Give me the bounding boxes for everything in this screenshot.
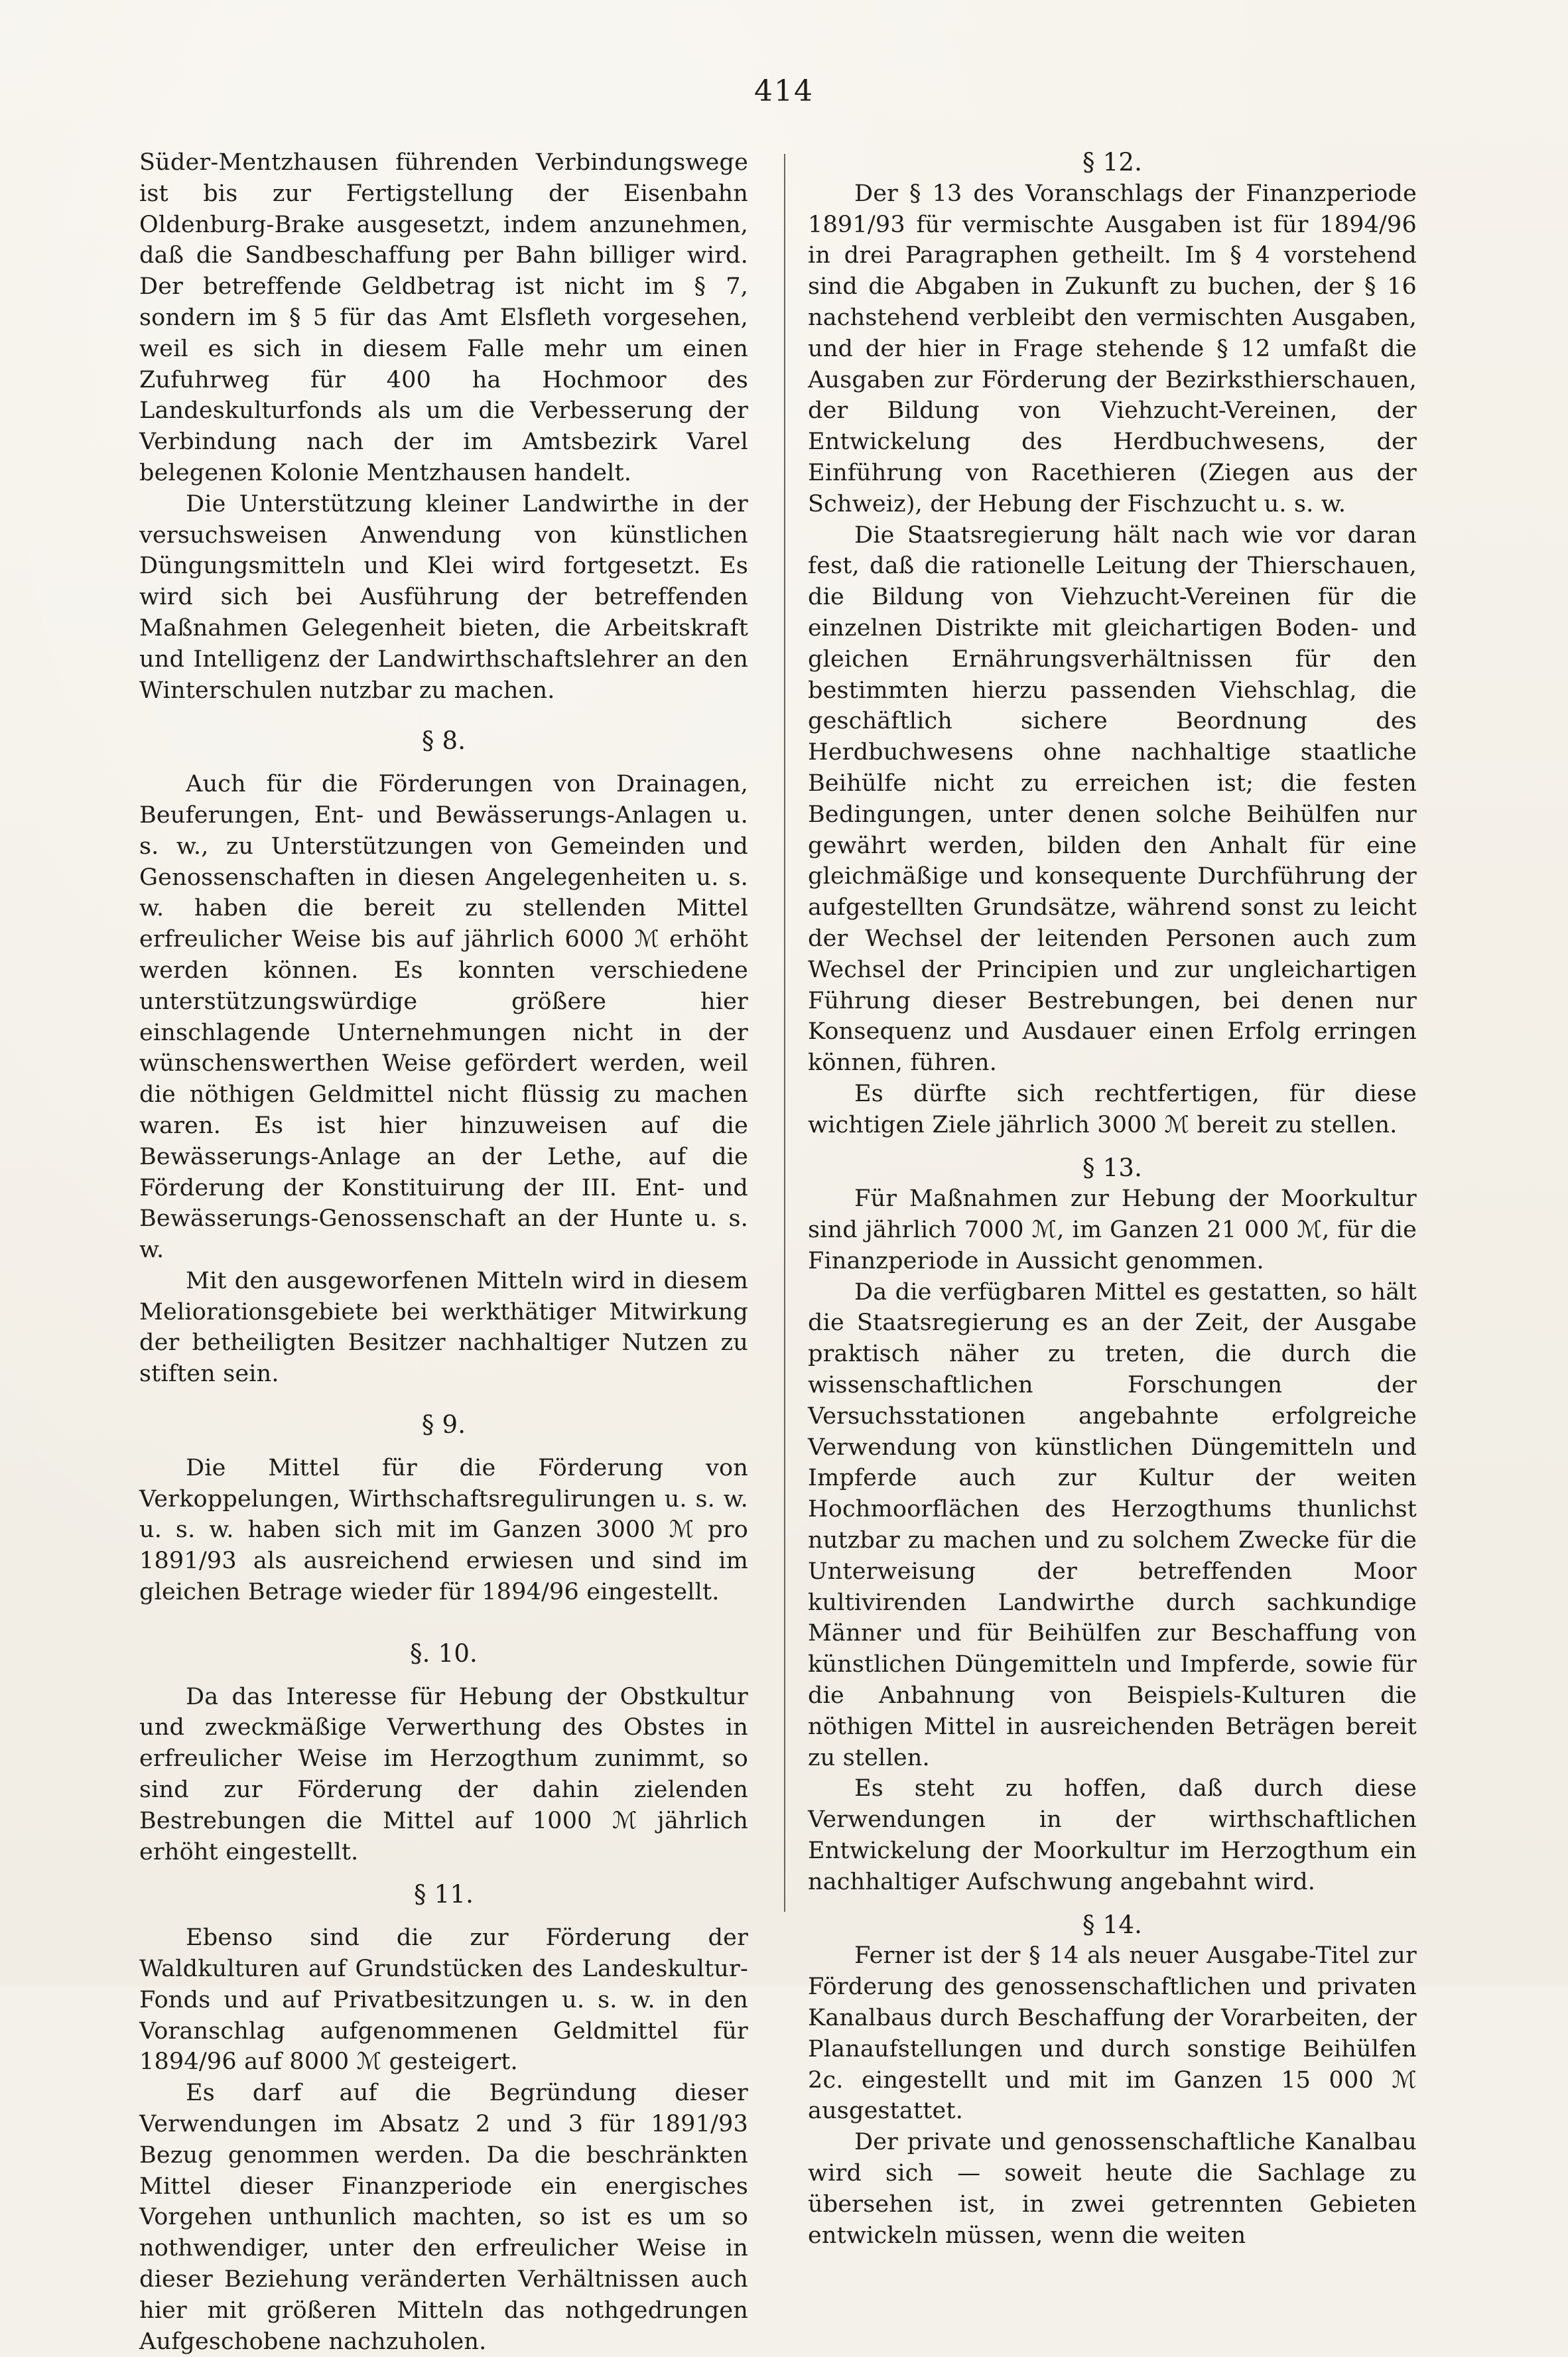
section-heading: § 12. [1082,148,1143,176]
paragraph: Die Staatsregierung hält nach wie vor daran fest, daß die rationelle Leitung der Thierschauen, die Bildung von Viehzucht-Vereinen für die einzelnen Distrikte mit gleichartigen Boden- und gleichen Ernährungsverhältnissen für den bestimmten hierzu passenden Viehschlag, die geschäftlich sichere Beordnung des Herdbuchwesens ohne nachhaltige staatliche Beihülfe nicht zu erreichen ist; die festen Bedingungen, unter denen solche Beihülfen nur gewährt werden, bilden den Anhalt für eine gleichmäßige und konsequente Durchführung der aufgestellten Grundsätze, während sonst zu leicht der Wechsel der leitenden Personen auch zum Wechsel der Principien und zur ungleichartigen Führung dieser Bestrebungen, bei denen nur Konsequenz und Ausdauer einen Erfolg erringen können, führen. [808,521,1417,1077]
section-heading: §. 10. [409,1639,478,1668]
column-divider [784,154,785,1912]
paragraph: Da die verfügbaren Mittel es gestatten, so hält die Staatsregierung es an der Zeit, der Ausgabe praktisch näher zu treten, die durch die wissenschaftlichen Forschungen der Versuchsstationen angebahnte erfolgreiche Verwendung von künstlichen Düngemitteln und Impferde auch zur Kultur der weiten Hochmoorflächen des Herzogthums thunlichst nutzbar zu machen und zu solchem Zwecke für die Unterweisung der betreffenden Moor kultivirenden Landwirthe durch sachkundige Männer und für Beihülfen zur Beschaffung von künstlichen Düngemitteln und Impferde, sowie für die Anbahnung von Beispiels-Kulturen die nöthigen Mittel in ausreichenden Beträgen bereit zu stellen. [808,1278,1417,1771]
section-heading: § 14. [1082,1910,1143,1939]
section-heading: § 9. [421,1410,466,1440]
paragraph: Es darf auf die Begründung dieser Verwendungen im Absatz 2 und 3 für 1891/93 Bezug genommen werden. Da die beschränkten Mittel dieser Finanzperiode ein energisches Vorgehen unthunlich machten, so ist es um so nothwendiger, unter den erfreulicher Weise in dieser Beziehung veränderten Verhältnissen auch hier mit größeren Mitteln das nothgedrungen Aufgeschobene nachzuholen. [139,2080,748,2355]
paragraph: Süder-Mentzhausen führenden Verbindungswege ist bis zur Fertigstellung der Eisenbahn Oldenburg-Brake ausgesetzt, indem anzunehmen, daß die Sandbeschaffung per Bahn billiger wird. Der betreffende Geldbetrag ist nicht im § 7, sondern im § 5 für das Amt Elsfleth vorgesehen, weil es sich in diesem Falle mehr um einen Zufuhrweg für 400 ha Hochmoor des Landeskulturfonds als um die Verbesserung der Verbindung nach der im Amtsbezirk Varel belegenen Kolonie Mentzhausen handelt. [139,149,748,486]
paragraph: Mit den ausgeworfenen Mitteln wird in diesem Meliorationsgebiete bei werkthätiger Mitwirkung der betheiligten Besitzer nachhaltiger Nutzen zu stiften sein. [139,1267,748,1388]
section-heading: § 8. [421,726,466,756]
paragraph: Es dürfte sich rechtfertigen, für diese wichtigen Ziele jährlich 3000 ℳ bereit zu stellen. [808,1080,1417,1138]
paragraph: Die Mittel für die Förderung von Verkoppelungen, Wirthschaftsregulirungen u. s. w. u. s. w. haben sich mit im Ganzen 3000 ℳ pro 1891/93 als ausreichend erwiesen und sind im gleichen Betrage wieder für 1894/96 eingestellt. [139,1454,748,1606]
paragraph: Auch für die Förderungen von Drainagen, Beuferungen, Ent- und Bewässerungs-Anlagen u. s. w., zu Unterstützungen von Gemeinden und Genossenschaften in diesen Angelegenheiten u. s. w. haben die bereit zu stellenden Mittel erfreulicher Weise bis auf jährlich 6000 ℳ erhöht werden können. Es konnten verschiedene unterstützungswürdige größere hier einschlagende Unternehmungen nicht in der wünschenswerthen Weise gefördert werden, weil die nöthigen Geldmittel nicht flüssig zu machen waren. Es ist hier hinzuweisen auf die Bewässerungs-Anlage an der Lethe, auf die Förderung der Konstituirung der III. Ent- und Bewässerungs-Genossenschaft an der Hunte u. s. w. [139,771,748,1264]
paragraph: Der private und genossenschaftliche Kanalbau wird sich — soweit heute die Sachlage zu übersehen ist, in zwei getrennten Gebieten entwickeln müssen, wenn die weiten [808,2129,1417,2249]
paragraph: Es steht zu hoffen, daß durch diese Verwendungen in der wirthschaftlichen Entwickelung der Moorkultur im Herzogthum ein nachhaltiger Aufschwung angebahnt wird. [808,1775,1417,1895]
paragraph: Ferner ist der § 14 als neuer Ausgabe-Titel zur Förderung des genossenschaftlichen und privaten Kanalbaus durch Beschaffung der Vorarbeiten, der Planaufstellungen und durch sonstige Beihülfen 2c. eingestellt und mit im Ganzen 15 000 ℳ ausgestattet. [808,1942,1417,2125]
paragraph: Die Unterstützung kleiner Landwirthe in der versuchsweisen Anwendung von künstlichen Düngungsmitteln und Klei wird fortgesetzt. Es wird sich bei Ausführung der betreffenden Maßnahmen Gelegenheit bieten, die Arbeitskraft und Intelligenz der Landwirthschaftslehrer an den Winterschulen nutzbar zu machen. [139,490,748,704]
left-column [139,147,748,2357]
section-heading: § 11. [413,1880,474,1909]
paragraph: Da das Interesse für Hebung der Obstkultur und zweckmäßige Verwerthung des Obstes in erfreulicher Weise im Herzogthum zunimmt, so sind zur Förderung der dahin zielenden Bestrebungen die Mittel auf 1000 ℳ jährlich erhöht eingestellt. [139,1683,748,1865]
paragraph: Ebenso sind die zur Förderung der Waldkulturen auf Grundstücken des Landeskultur-Fonds und auf Privatbesitzungen u. s. w. in den Voranschlag aufgenommenen Geldmittel für 1894/96 auf 8000 ℳ gesteigert. [139,1924,748,2076]
right-column [808,147,1417,2251]
paragraph: Für Maßnahmen zur Hebung der Moorkultur sind jährlich 7000 ℳ, im Ganzen 21 000 ℳ, für die Finanzperiode in Aussicht genommen. [808,1185,1417,1274]
page-number: 414 [754,74,814,108]
section-heading: § 13. [1082,1153,1143,1182]
paragraph: Der § 13 des Voranschlags der Finanzperiode 1891/93 für vermischte Ausgaben ist für 1894/96 in drei Paragraphen getheilt. Im § 4 vorstehend sind die Abgaben in Zukunft zu buchen, der § 16 nachstehend verbleibt den vermischten Ausgaben, und der hier in Frage stehende § 12 umfaßt die Ausgaben zur Förderung der Bezirksthierschauen, der Bildung von Viehzucht-Vereinen, der Entwickelung des Herdbuchwesens, der Einführung von Racethieren (Ziegen aus der Schweiz), der Hebung der Fischzucht u. s. w. [808,180,1417,517]
